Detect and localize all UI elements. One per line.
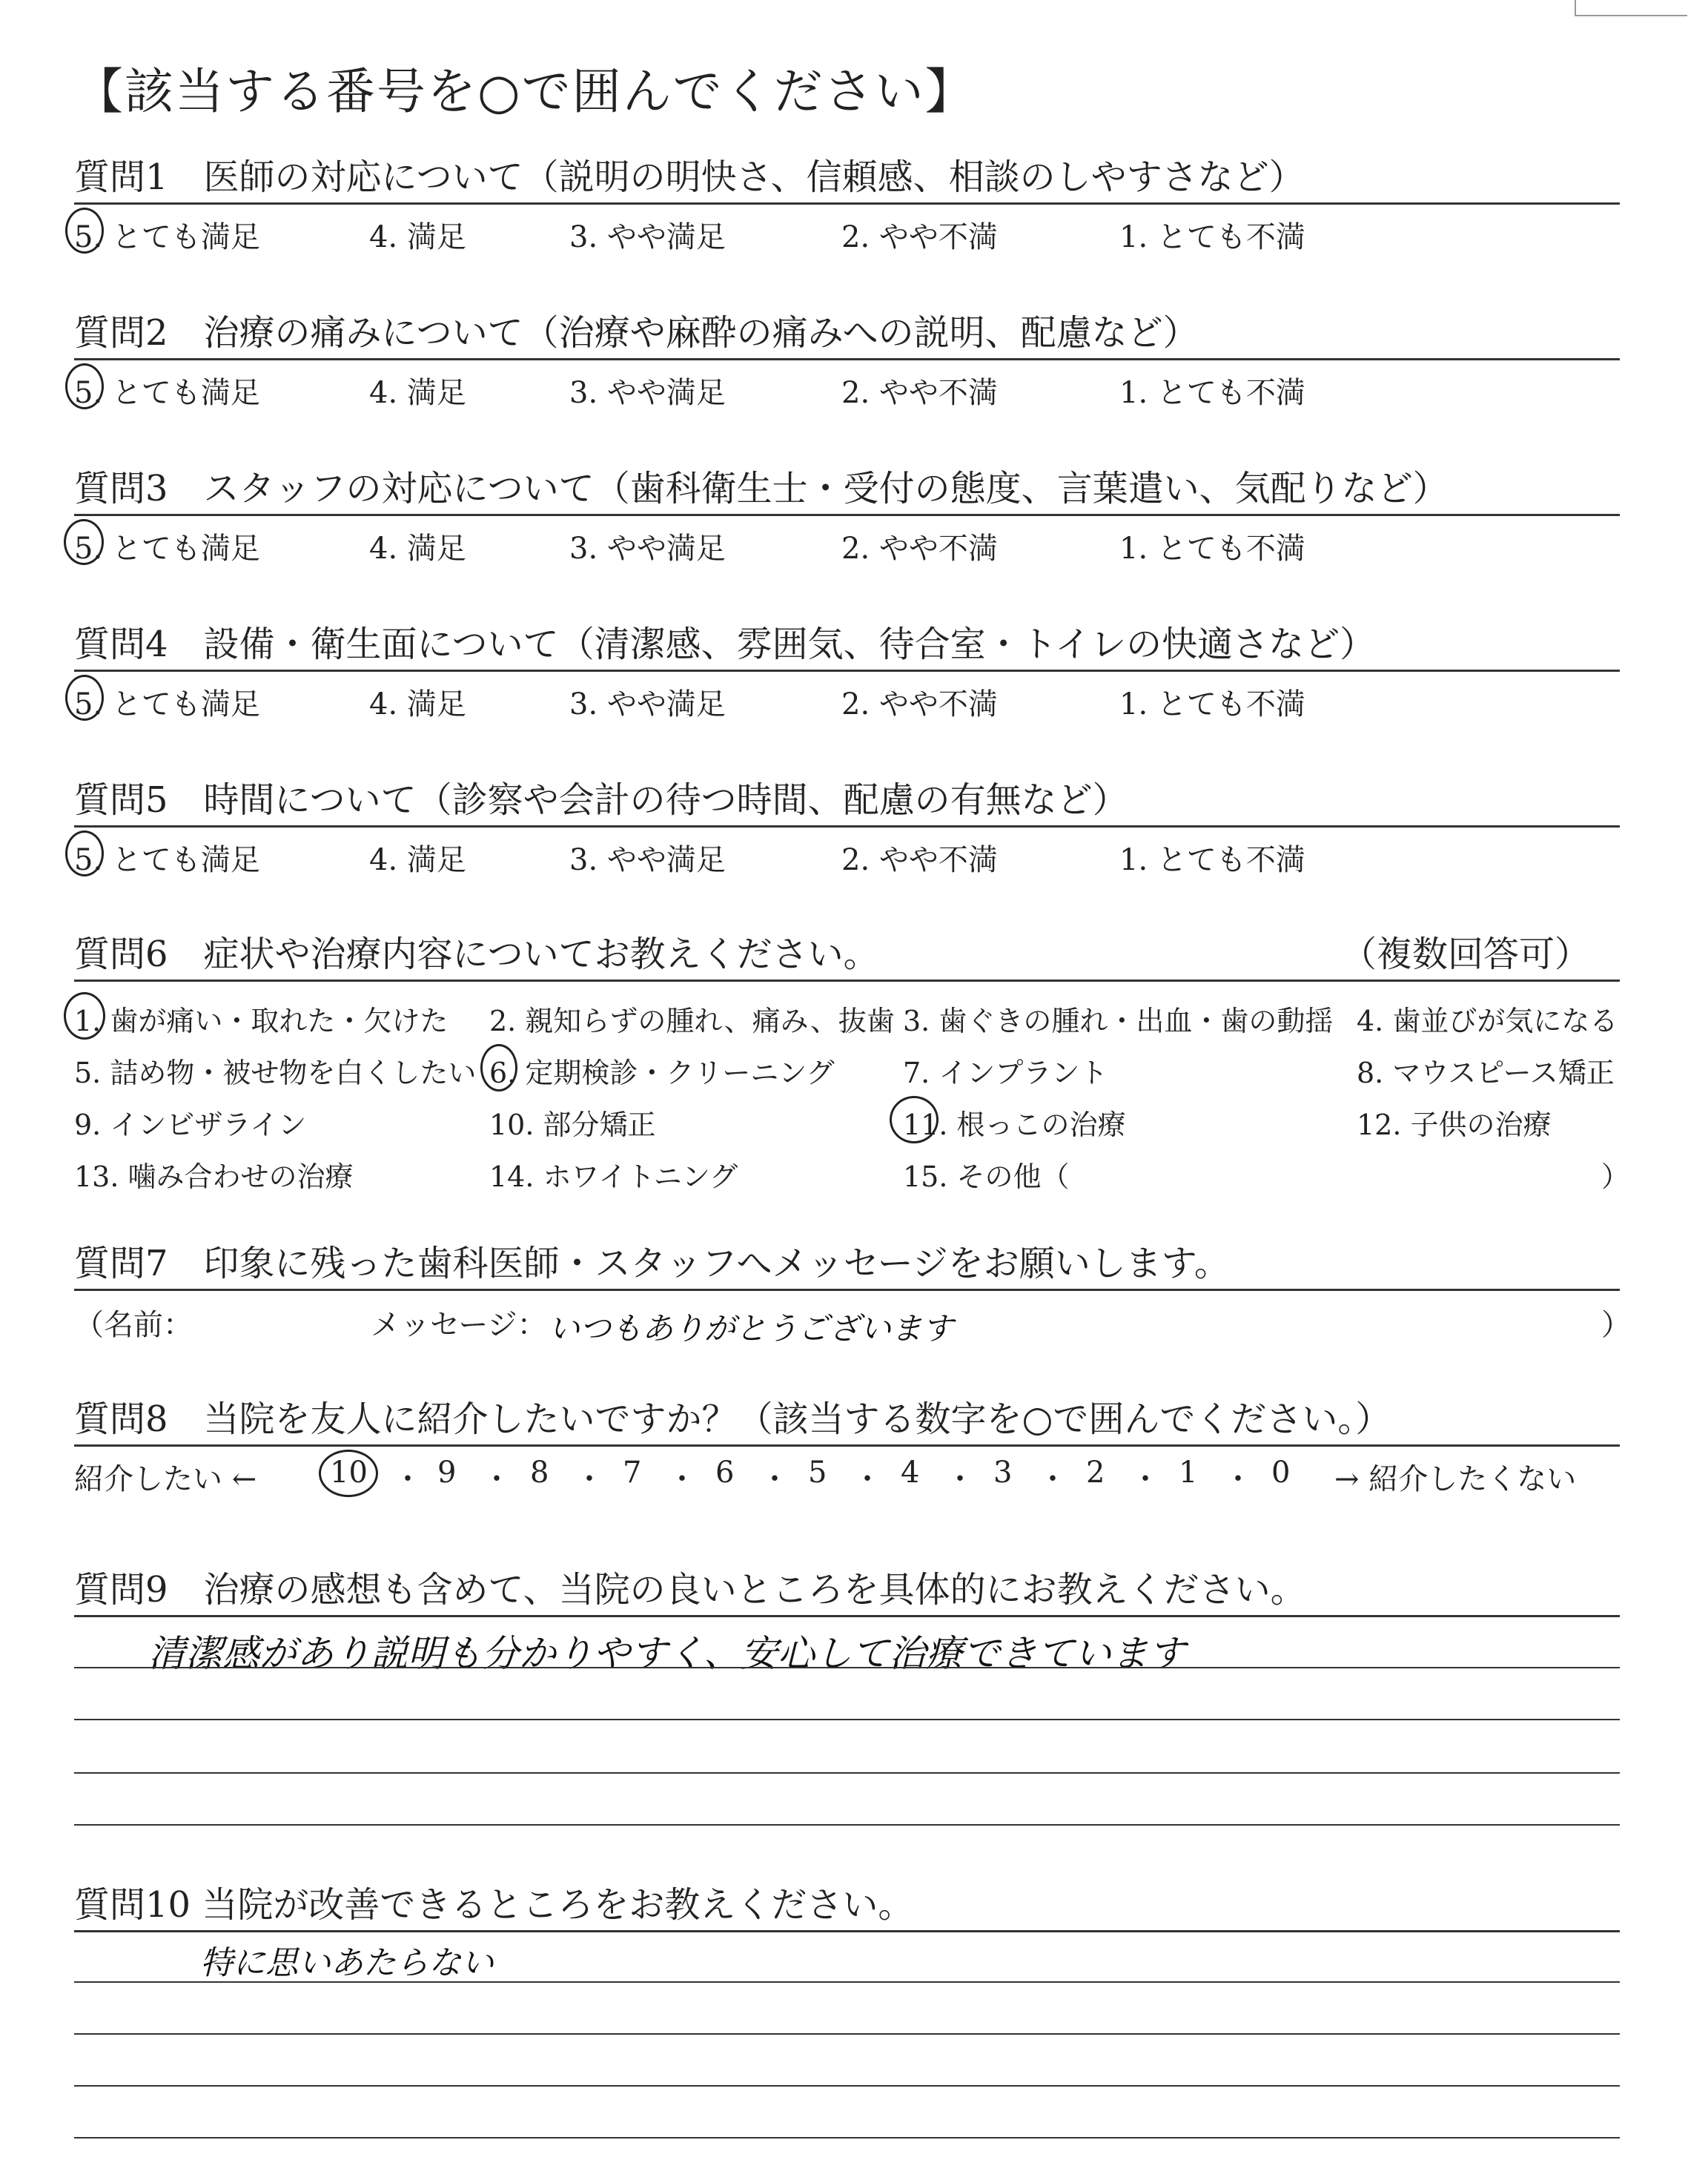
option-4[interactable]: 4. 満足 bbox=[369, 220, 466, 254]
option-3[interactable]: 3. やや満足 bbox=[569, 376, 726, 410]
question-9 bbox=[74, 1565, 1620, 1675]
treatment-option-10[interactable]: 10. 部分矯正 bbox=[489, 1109, 656, 1141]
option-1[interactable]: 1. とても不満 bbox=[1119, 376, 1305, 410]
scale-4[interactable]: 4 bbox=[901, 1456, 920, 1490]
treatment-option-6[interactable]: 6. 定期検診・クリーニング bbox=[489, 1057, 835, 1089]
option-1[interactable]: 1. とても不満 bbox=[1119, 843, 1305, 877]
good-points-answer[interactable]: 清潔感があり説明も分かりやすく、安心して治療できています bbox=[148, 1632, 1185, 1675]
option-2[interactable]: 2. やや不満 bbox=[841, 687, 998, 721]
option-1[interactable]: 1. とても不満 bbox=[1119, 687, 1305, 721]
answer-line bbox=[74, 2085, 1620, 2087]
treatment-option-2[interactable]: 2. 親知らずの腫れ、痛み、抜歯 bbox=[489, 1005, 895, 1037]
question-title: 質問7 印象に残った歯科医師・スタッフへメッセージをお願いします。 bbox=[74, 1243, 1230, 1284]
divider bbox=[74, 1615, 1620, 1617]
option-4[interactable]: 4. 満足 bbox=[369, 532, 466, 566]
option-2[interactable]: 2. やや不満 bbox=[841, 376, 998, 410]
scale-6[interactable]: 6 bbox=[715, 1456, 735, 1490]
scale-1[interactable]: 1 bbox=[1179, 1456, 1198, 1490]
option-2[interactable]: 2. やや不満 bbox=[841, 532, 998, 566]
multiple-answers-note: （複数回答可） bbox=[1340, 934, 1590, 975]
question-title: 質問4 設備・衛生面について（清潔感、雰囲気、待合室・トイレの快適さなど） bbox=[74, 624, 1376, 665]
scale-9[interactable]: 9 bbox=[437, 1456, 457, 1490]
treatment-option-3[interactable]: 3. 歯ぐきの腫れ・出血・歯の動揺 bbox=[903, 1005, 1334, 1037]
question-title: 質問6 症状や治療内容についてお教えください。 bbox=[74, 934, 879, 975]
answer-line bbox=[74, 1667, 1620, 1668]
selection-circle bbox=[65, 363, 104, 409]
treatment-option-4[interactable]: 4. 歯並びが気になる bbox=[1357, 1005, 1618, 1037]
treatment-option-15[interactable]: 15. その他（ bbox=[903, 1160, 1070, 1193]
not-recommend-label: → 紹介したくない bbox=[1334, 1462, 1577, 1496]
message-answer[interactable]: いつもありがとうございます bbox=[549, 1310, 954, 1347]
option-2[interactable]: 2. やや不満 bbox=[841, 843, 998, 877]
option-1[interactable]: 1. とても不満 bbox=[1119, 220, 1305, 254]
scale-3[interactable]: 3 bbox=[993, 1456, 1013, 1490]
scale-8[interactable]: 8 bbox=[530, 1456, 549, 1490]
improvement-answer[interactable]: 特に思いあたらない bbox=[200, 1944, 494, 1982]
scale-5[interactable]: 5 bbox=[808, 1456, 827, 1490]
option-4[interactable]: 4. 満足 bbox=[369, 687, 466, 721]
option-5[interactable]: 5. とても満足 bbox=[74, 220, 260, 254]
name-label: （名前： bbox=[74, 1308, 193, 1342]
option-1[interactable]: 1. とても不満 bbox=[1119, 532, 1305, 566]
selection-circle bbox=[890, 1096, 939, 1143]
question-2 bbox=[74, 308, 1620, 412]
question-title: 質問3 スタッフの対応について（歯科衛生士・受付の態度、言葉遣い、気配りなど） bbox=[74, 468, 1449, 509]
treatment-option-5[interactable]: 5. 詰め物・被せ物を白くしたい bbox=[74, 1057, 477, 1089]
treatment-option-1[interactable]: 1. 歯が痛い・取れた・欠けた bbox=[74, 1005, 448, 1037]
selection-circle bbox=[65, 675, 104, 721]
corner-tab bbox=[1575, 0, 1687, 16]
option-2[interactable]: 2. やや不満 bbox=[841, 220, 998, 254]
question-title: 質問5 時間について（診察や会計の待つ時間、配慮の有無など） bbox=[74, 779, 1128, 821]
question-title: 質問2 治療の痛みについて（治療や麻酔の痛みへの説明、配慮など） bbox=[74, 312, 1199, 354]
other-close-paren: ） bbox=[1601, 1160, 1630, 1193]
option-5[interactable]: 5. とても満足 bbox=[74, 687, 260, 721]
question-5 bbox=[74, 775, 1620, 879]
answer-line bbox=[74, 2137, 1620, 2138]
treatment-option-11[interactable]: 11. 根っこの治療 bbox=[903, 1109, 1126, 1141]
option-3[interactable]: 3. やや満足 bbox=[569, 220, 726, 254]
divider bbox=[74, 1930, 1620, 1932]
question-1 bbox=[74, 152, 1620, 257]
answer-line bbox=[74, 1772, 1620, 1774]
selection-circle bbox=[65, 830, 104, 876]
treatment-option-8[interactable]: 8. マウスピース矯正 bbox=[1357, 1057, 1615, 1089]
scale-0[interactable]: 0 bbox=[1271, 1456, 1291, 1490]
scale-2[interactable]: 2 bbox=[1086, 1456, 1105, 1490]
option-4[interactable]: 4. 満足 bbox=[369, 376, 466, 410]
answer-line bbox=[74, 2033, 1620, 2035]
question-title: 質問8 当院を友人に紹介したいですか？（該当する数字を○で囲んでください。） bbox=[74, 1398, 1391, 1440]
treatment-option-9[interactable]: 9. インビザライン bbox=[74, 1109, 307, 1141]
message-label: メッセージ： bbox=[371, 1308, 547, 1342]
question-title: 質問1 医師の対応について（説明の明快さ、信頼感、相談のしやすさなど） bbox=[74, 156, 1305, 198]
treatment-option-13[interactable]: 13. 噛み合わせの治療 bbox=[74, 1160, 354, 1193]
option-5[interactable]: 5. とても満足 bbox=[74, 532, 260, 566]
form-title: 【該当する番号を○で囲んでください】 bbox=[74, 63, 976, 120]
question-4 bbox=[74, 619, 1620, 724]
option-4[interactable]: 4. 満足 bbox=[369, 843, 466, 877]
question-6 bbox=[74, 929, 1630, 1204]
answer-line bbox=[74, 1719, 1620, 1720]
scale-7[interactable]: 7 bbox=[623, 1456, 642, 1490]
option-3[interactable]: 3. やや満足 bbox=[569, 843, 726, 877]
selection-circle bbox=[480, 1044, 517, 1091]
treatment-option-14[interactable]: 14. ホワイトニング bbox=[489, 1160, 738, 1193]
question-title: 質問10 当院が改善できるところをお教えください。 bbox=[74, 1884, 914, 1926]
option-5[interactable]: 5. とても満足 bbox=[74, 843, 260, 877]
option-5[interactable]: 5. とても満足 bbox=[74, 376, 260, 410]
selection-circle bbox=[64, 992, 105, 1040]
question-7 bbox=[74, 1238, 1631, 1350]
recommend-label: 紹介したい ← bbox=[74, 1462, 257, 1496]
scale-10[interactable]: 10 bbox=[330, 1456, 368, 1490]
question-8: 質問8 当院を友人に紹介したいですか？（該当する数字を○で囲んでください。） 紹介したい ← 10 ・ 9 ・ 8 ・ 7 ・ 6 ・ 5 ・ 4 ・ 3 ・ 2 ・ 1 ・ 0 → 紹介したくない bbox=[74, 1394, 1620, 1499]
question-title: 質問9 治療の感想も含めて、当院の良いところを具体的にお教えください。 bbox=[74, 1569, 1306, 1611]
answer-line bbox=[74, 1824, 1620, 1826]
option-3[interactable]: 3. やや満足 bbox=[569, 687, 726, 721]
message-close-paren: ） bbox=[1601, 1308, 1631, 1342]
treatment-option-7[interactable]: 7. インプラント bbox=[903, 1057, 1108, 1089]
selection-circle bbox=[319, 1450, 378, 1497]
selection-circle bbox=[64, 519, 104, 565]
question-3 bbox=[74, 463, 1620, 568]
option-3[interactable]: 3. やや満足 bbox=[569, 532, 726, 566]
selection-circle bbox=[65, 208, 104, 254]
question-10 bbox=[74, 1880, 1620, 1982]
answer-line bbox=[74, 1981, 1620, 1983]
treatment-option-12[interactable]: 12. 子供の治療 bbox=[1357, 1109, 1552, 1141]
